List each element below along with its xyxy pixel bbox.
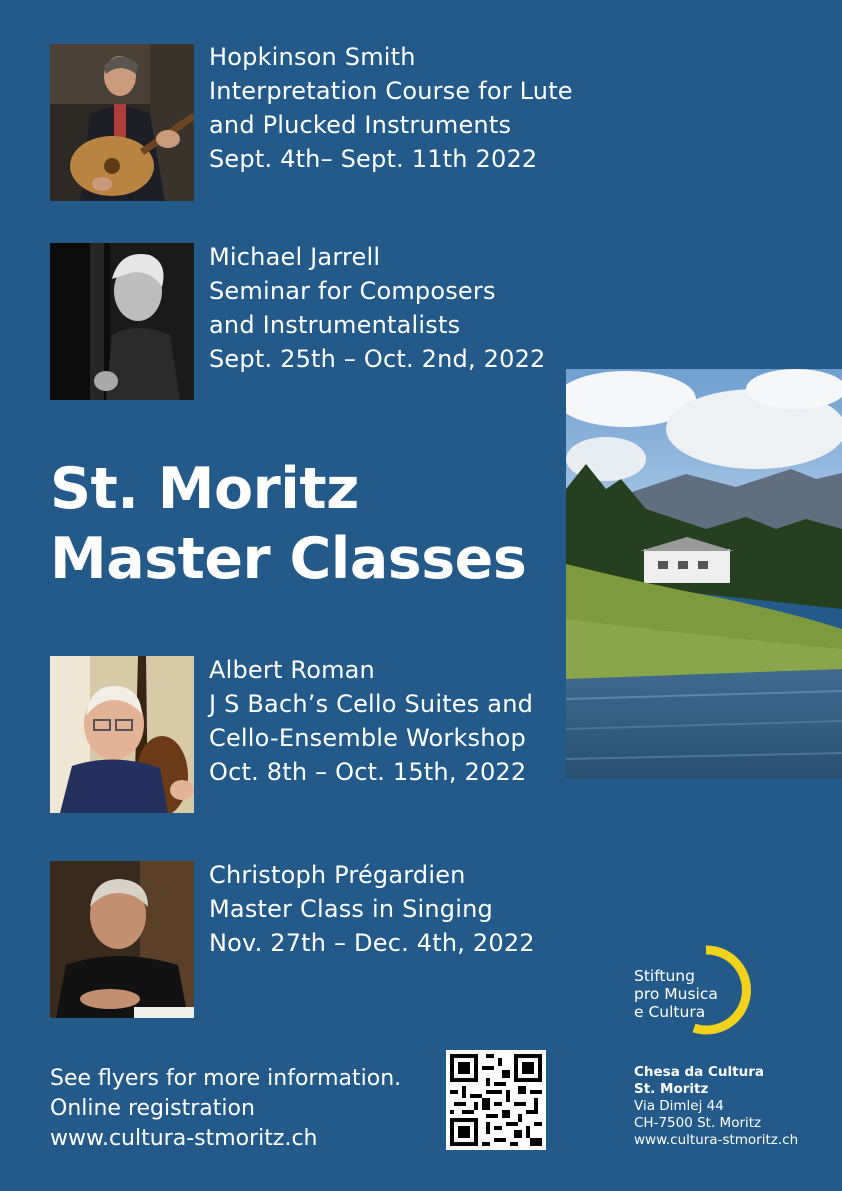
venue-town: St. Moritz <box>634 1081 709 1097</box>
event-presenter: Albert Roman <box>209 656 375 684</box>
page-title <box>50 454 526 594</box>
logo-line-2: pro Musica <box>634 985 718 1003</box>
title-line-1: St. Moritz <box>50 456 359 522</box>
info-block <box>50 1064 401 1154</box>
address-website-link[interactable]: www.cultura-stmoritz.ch <box>634 1132 799 1148</box>
event-presenter: Michael Jarrell <box>209 243 381 271</box>
event-course: J S Bach’s Cello Suites and <box>209 690 534 718</box>
landscape-photo <box>566 369 842 779</box>
address-street: Via Dimlej 44 <box>634 1098 724 1114</box>
event-course: Seminar for Composers <box>209 277 496 305</box>
title-line-2: Master Classes <box>50 526 527 592</box>
event-course-line2: and Instrumentalists <box>209 311 461 339</box>
event-course-line2: and Plucked Instruments <box>209 111 512 139</box>
event-course-line2: Cello-Ensemble Workshop <box>209 724 526 752</box>
portrait-christoph-pregardien <box>50 861 194 1018</box>
event-dates: Sept. 25th – Oct. 2nd, 2022 <box>209 345 546 373</box>
event-course: Interpretation Course for Lute <box>209 77 573 105</box>
info-line-1: See flyers for more information. <box>50 1066 402 1091</box>
event-hopkinson-smith <box>209 40 573 176</box>
venue-name: Chesa da Cultura <box>634 1064 764 1080</box>
info-line-2: Online registration <box>50 1096 255 1121</box>
event-michael-jarrell <box>209 240 546 376</box>
event-presenter: Christoph Prégardien <box>209 861 466 889</box>
website-link[interactable]: www.cultura-stmoritz.ch <box>50 1126 318 1151</box>
event-albert-roman <box>209 653 533 789</box>
address-block <box>634 1064 798 1149</box>
event-christoph-pregardien <box>209 858 535 960</box>
event-course: Master Class in Singing <box>209 895 493 923</box>
logo-line-3: e Cultura <box>634 1003 706 1021</box>
stiftung-logo <box>634 945 754 1035</box>
portrait-albert-roman <box>50 656 194 813</box>
portrait-hopkinson-smith <box>50 44 194 201</box>
event-presenter: Hopkinson Smith <box>209 43 416 71</box>
logo-line-1: Stiftung <box>634 967 695 985</box>
address-city: CH-7500 St. Moritz <box>634 1115 762 1131</box>
event-dates: Oct. 8th – Oct. 15th, 2022 <box>209 758 527 786</box>
portrait-michael-jarrell <box>50 243 194 400</box>
qr-code[interactable] <box>446 1050 546 1150</box>
event-dates: Nov. 27th – Dec. 4th, 2022 <box>209 929 535 957</box>
event-dates: Sept. 4th– Sept. 11th 2022 <box>209 145 538 173</box>
